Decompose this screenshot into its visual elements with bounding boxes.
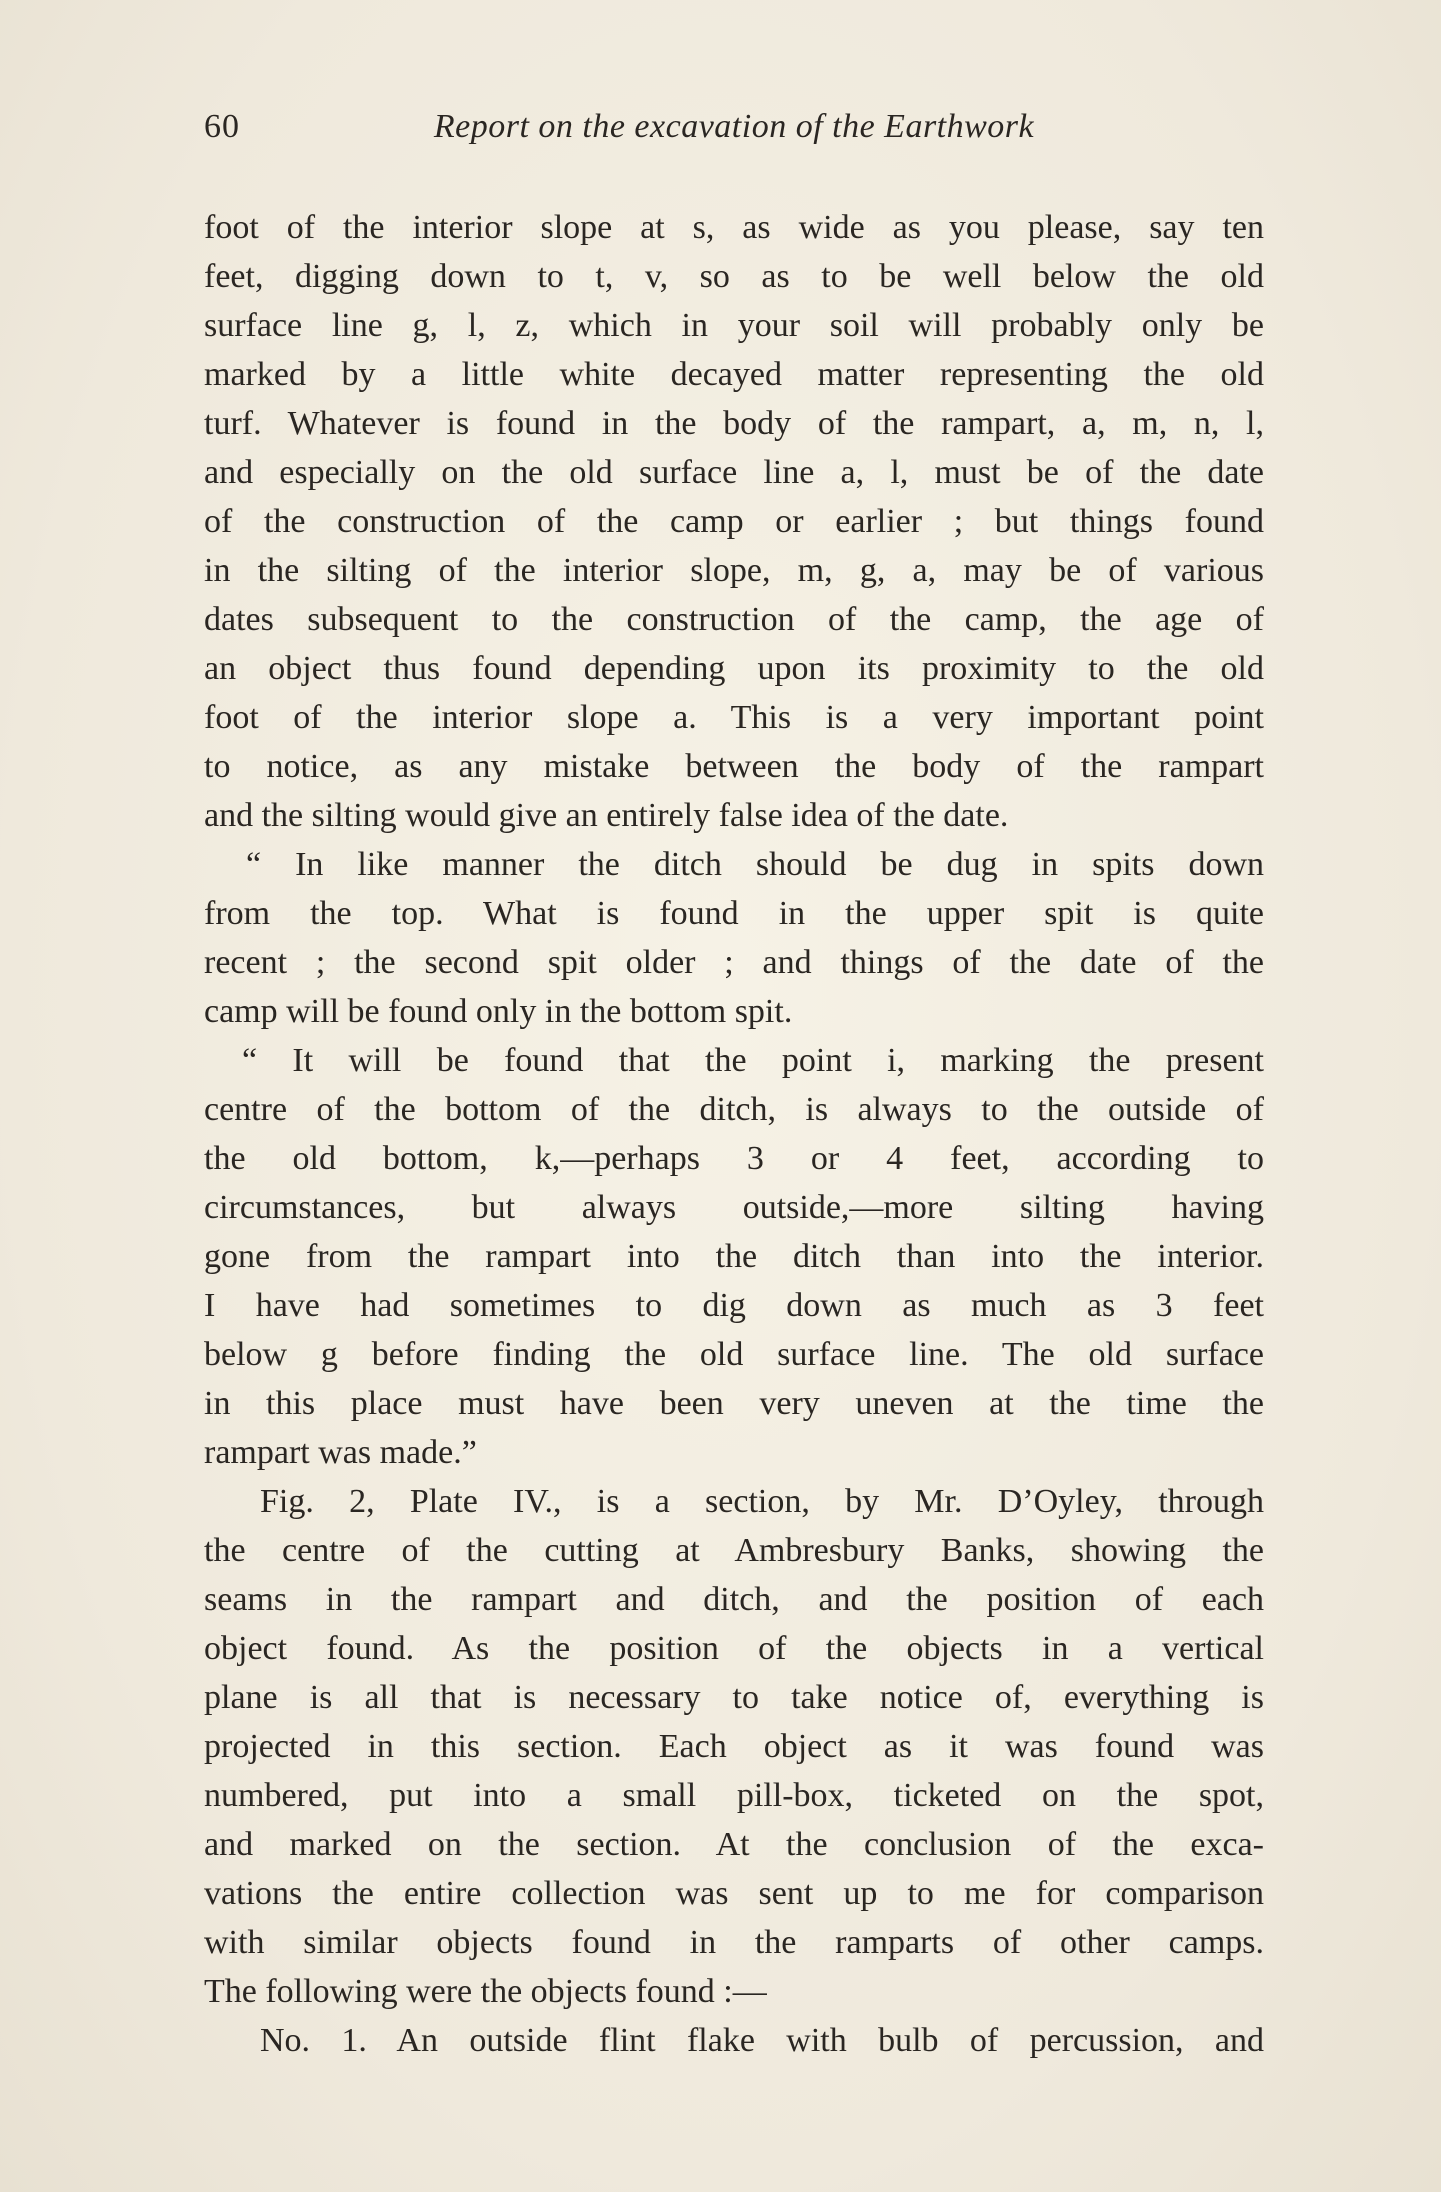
text-line: foot of the interior slope a. This is a very important point [204,699,1264,736]
text-line: below g before finding the old surface line. The old surface [204,1336,1264,1373]
text-line: numbered, put into a small pill-box, ticketed on the spot, [204,1777,1264,1814]
text-line: with similar objects found in the ramparts of other camps. [204,1924,1264,1961]
text-line: The following were the objects found :— [204,1973,767,2010]
text-line: and marked on the section. At the conclusion of the exca- [204,1826,1264,1863]
text-line: to notice, as any mistake between the body of the rampart [204,748,1264,785]
text-line: I have had sometimes to dig down as much as 3 feet [204,1287,1264,1324]
text-line: centre of the bottom of the ditch, is always to the outside of [204,1091,1264,1128]
text-line: and especially on the old surface line a, l, must be of the date [204,454,1264,491]
running-head: Report on the excavation of the Earthwork [433,108,1035,145]
text-line: and the silting would give an entirely false idea of the date. [204,797,1009,834]
page-header [204,108,1264,156]
text-line: “ In like manner the ditch should be dug in spits down [246,846,1264,883]
text-line: rampart was made.” [204,1434,477,1471]
text-line: gone from the rampart into the ditch than into the interior. [204,1238,1264,1275]
text-line: plane is all that is necessary to take notice of, everything is [204,1679,1264,1716]
text-line: of the construction of the camp or earlier ; but things found [204,503,1264,540]
text-line: circumstances, but always outside,—more silting having [204,1189,1264,1226]
text-line: “ It will be found that the point i, marking the present [242,1042,1264,1079]
text-line: marked by a little white decayed matter representing the old [204,356,1264,393]
text-line: No. 1. An outside flint flake with bulb of percussion, and [260,2022,1264,2059]
text-line: in the silting of the interior slope, m, g, a, may be of various [204,552,1264,589]
text-line: vations the entire collection was sent up to me for comparison [204,1875,1264,1912]
text-line: in this place must have been very uneven at the time the [204,1385,1264,1422]
page-number: 60 [204,108,240,145]
text-line: Fig. 2, Plate IV., is a section, by Mr. D’Oyley, through [260,1483,1264,1520]
text-line: object found. As the position of the objects in a vertical [204,1630,1264,1667]
text-line: surface line g, l, z, which in your soil will probably only be [204,307,1264,344]
text-line: dates subsequent to the construction of the camp, the age of [204,601,1264,638]
body-text [204,203,1264,2065]
text-line: seams in the rampart and ditch, and the position of each [204,1581,1264,1618]
text-line: camp will be found only in the bottom spit. [204,993,793,1030]
text-line: projected in this section. Each object as it was found was [204,1728,1264,1765]
text-line: the old bottom, k,—perhaps 3 or 4 feet, according to [204,1140,1264,1177]
text-line: foot of the interior slope at s, as wide as you please, say ten [204,209,1264,246]
text-line: turf. Whatever is found in the body of the rampart, a, m, n, l, [204,405,1264,442]
text-line: feet, digging down to t, v, so as to be well below the old [204,258,1264,295]
text-line: from the top. What is found in the upper spit is quite [204,895,1264,932]
text-line: an object thus found depending upon its proximity to the old [204,650,1264,687]
text-line: recent ; the second spit older ; and things of the date of the [204,944,1264,981]
text-line: the centre of the cutting at Ambresbury Banks, showing the [204,1532,1264,1569]
